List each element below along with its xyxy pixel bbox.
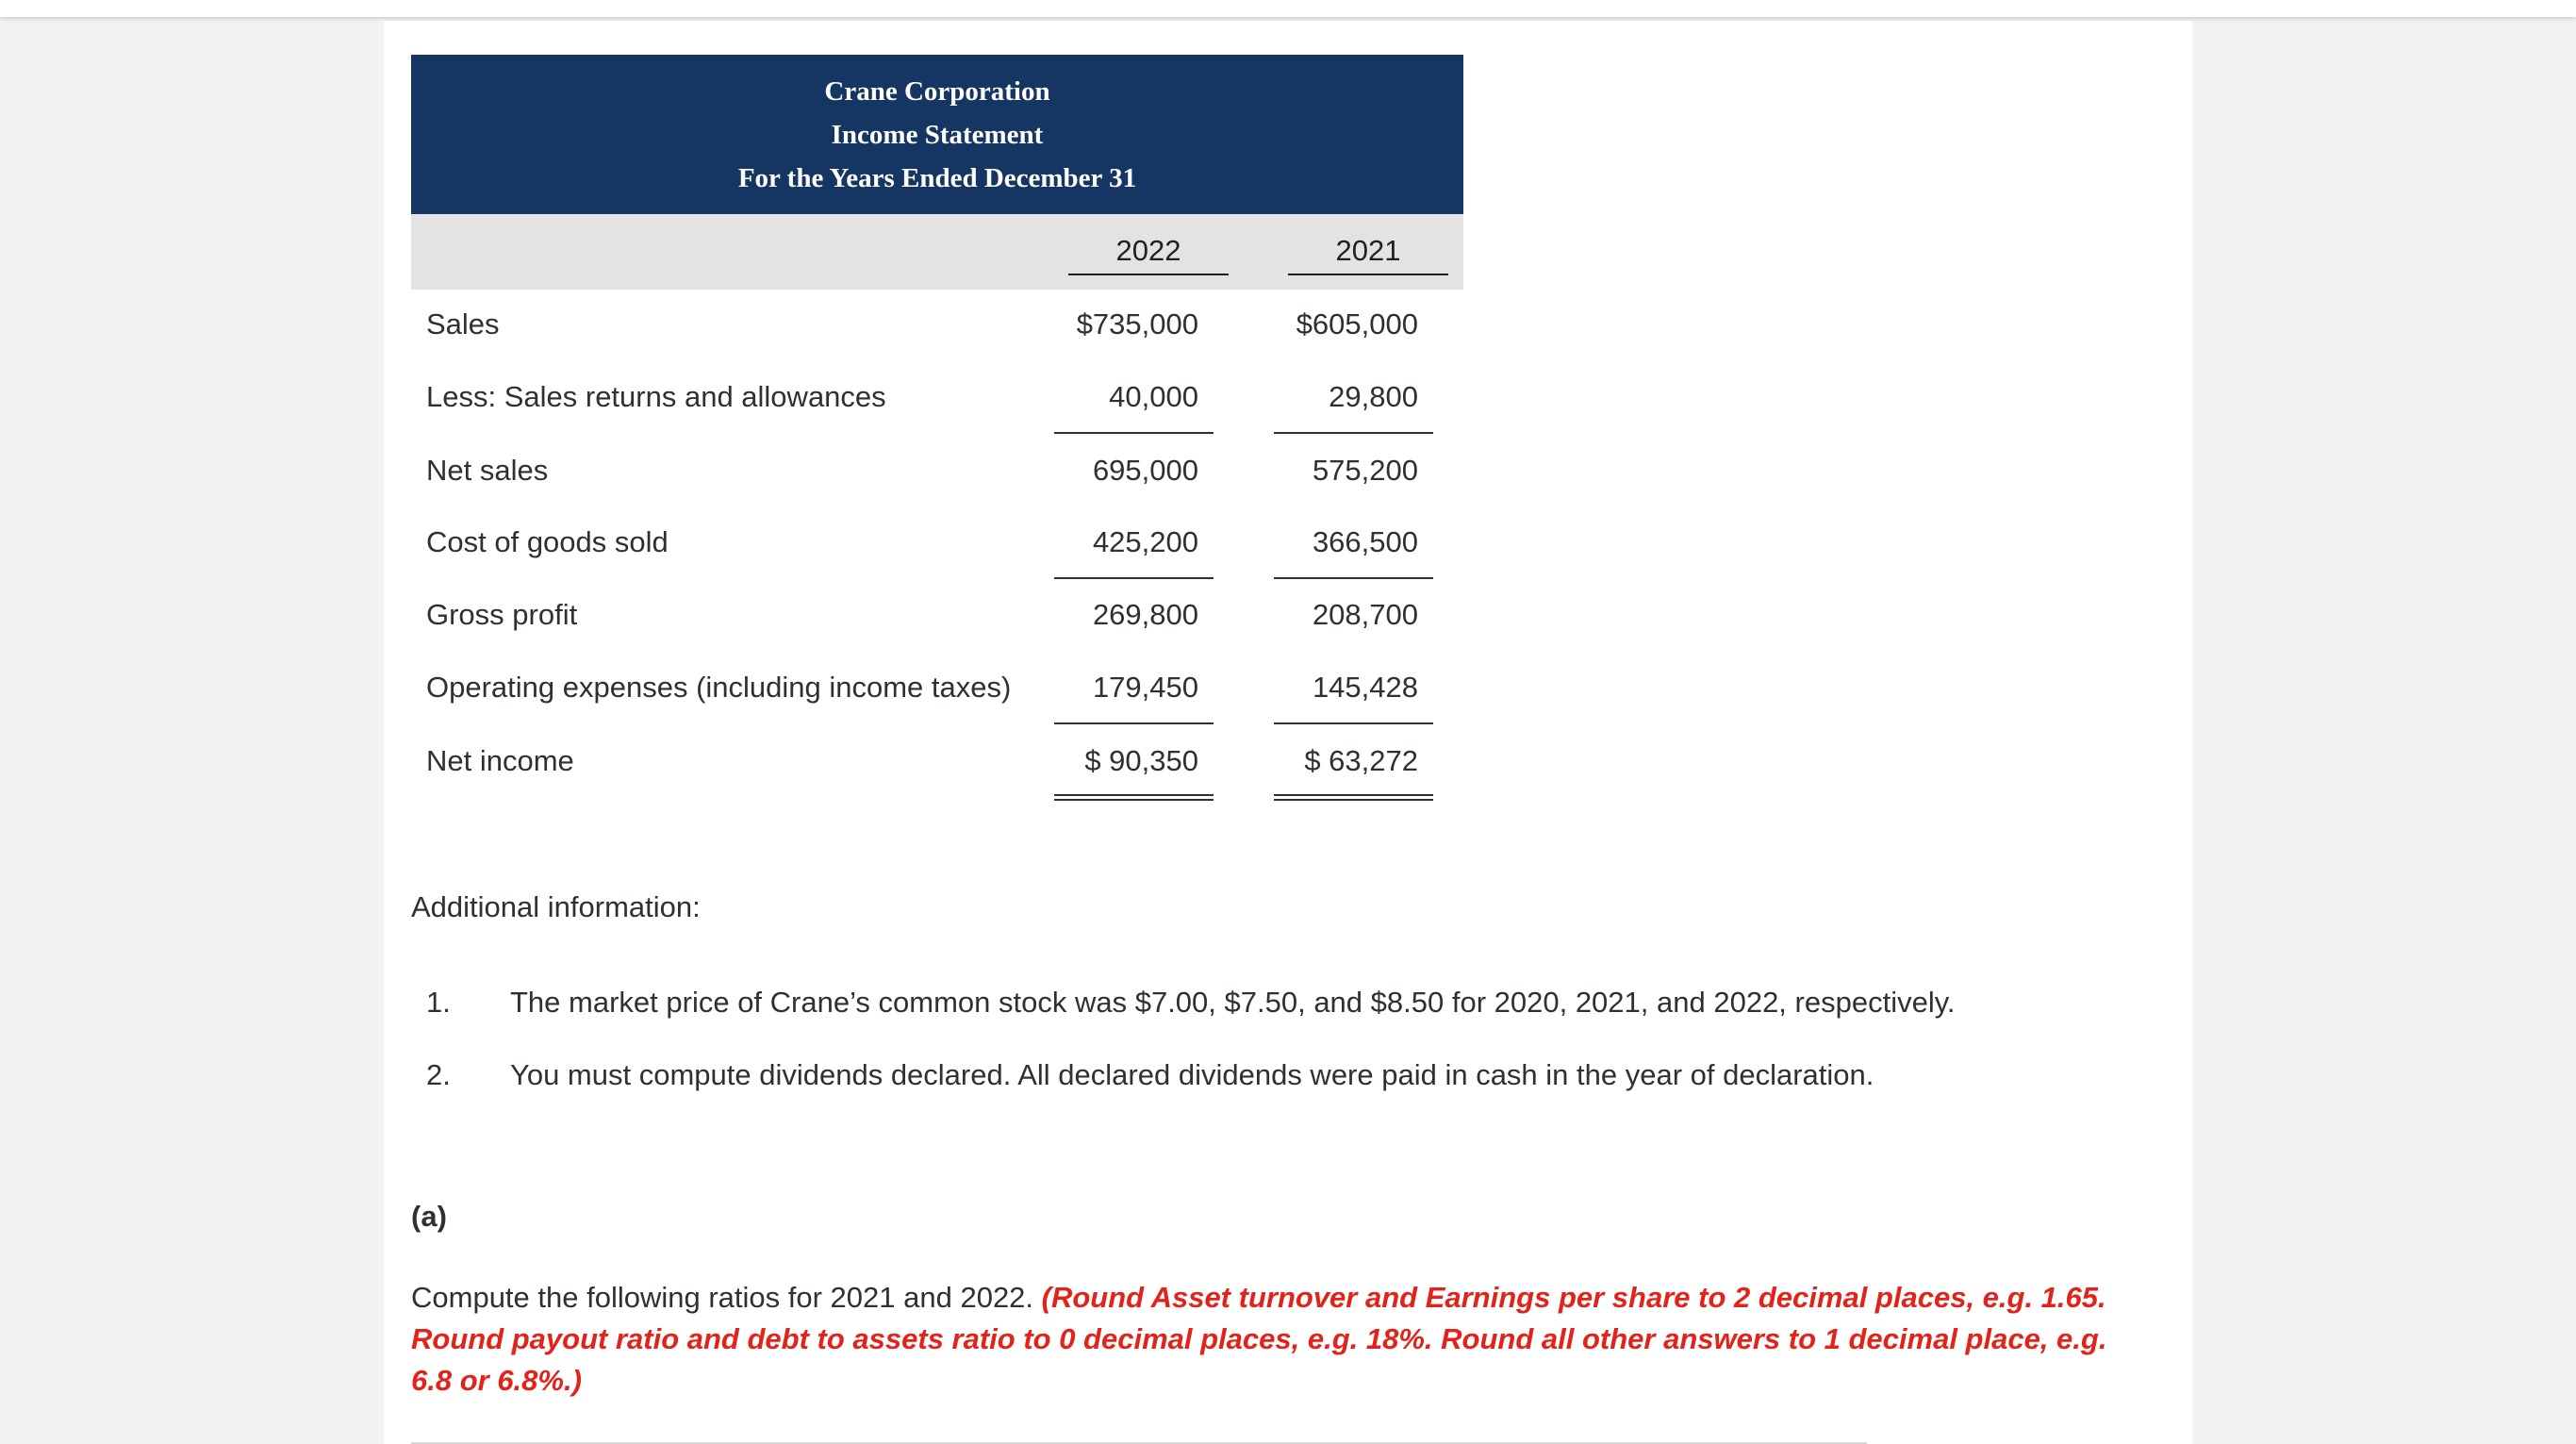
- total-double-underline: [1054, 794, 1214, 801]
- row-label-net-sales: Net sales: [426, 454, 549, 487]
- subtotal-underline: [1054, 722, 1214, 724]
- note-number: 1.: [426, 986, 451, 1019]
- row-value-2021: $605,000: [1296, 307, 1418, 340]
- row-value-2022: 40,000: [1109, 380, 1198, 413]
- additional-info-heading: Additional information:: [411, 890, 701, 923]
- statement-title: Income Statement: [831, 120, 1044, 150]
- row-label-gross-profit: Gross profit: [426, 598, 578, 631]
- top-bar: [0, 0, 2576, 17]
- note-text: The market price of Crane’s common stock was $7.00, $7.50, and $8.50 for 2020, 2021, and 2022, respectively.: [510, 986, 1956, 1019]
- question-intro: Compute the following ratios for 2021 and 2022.: [411, 1281, 1042, 1314]
- row-label-sales-returns: Less: Sales returns and allowances: [426, 380, 886, 413]
- subtotal-underline: [1274, 722, 1433, 724]
- row-value-2022: $735,000: [1076, 307, 1198, 340]
- rounding-instruction: (Round Asset turnover and Earnings per share to 2 decimal places, e.g. 1.65. Round payout ratio and debt to assets ratio to 0 decimal places, e.g. 18%. Round all other answers to 1 decimal place, e.g. 6.8 or 6.8%.): [411, 1281, 2107, 1397]
- subtotal-underline: [1054, 577, 1214, 579]
- row-value-2021: 575,200: [1312, 454, 1418, 487]
- row-value-2022: $ 90,350: [1084, 744, 1198, 777]
- row-label-sales: Sales: [426, 307, 500, 340]
- total-double-underline: [1274, 794, 1433, 801]
- row-value-2022: 425,200: [1092, 525, 1198, 558]
- row-label-net-income: Net income: [426, 744, 574, 777]
- row-label-cogs: Cost of goods sold: [426, 525, 669, 558]
- row-value-2021: 366,500: [1312, 525, 1418, 558]
- subtotal-underline: [1274, 577, 1433, 579]
- row-value-2021: 29,800: [1329, 380, 1418, 413]
- year-2022-header: 2022: [1068, 228, 1229, 275]
- row-value-2021: $ 63,272: [1304, 744, 1418, 777]
- year-2021-header: 2021: [1288, 228, 1448, 275]
- row-value-2022: 179,450: [1092, 671, 1198, 704]
- row-value-2021: 145,428: [1312, 671, 1418, 704]
- row-label-operating-expenses: Operating expenses (including income taxes): [426, 671, 1012, 704]
- row-value-2022: 269,800: [1092, 598, 1198, 631]
- question-part-label: (a): [411, 1200, 447, 1233]
- statement-period: For the Years Ended December 31: [737, 163, 1137, 193]
- row-value-2021: 208,700: [1312, 598, 1418, 631]
- row-value-2022: 695,000: [1092, 454, 1198, 487]
- company-name: Crane Corporation: [824, 76, 1050, 107]
- question-instructions: [411, 1277, 2146, 1402]
- note-text: You must compute dividends declared. All declared dividends were paid in cash in the year of declaration.: [510, 1058, 1874, 1091]
- subtotal-underline: [1274, 432, 1433, 434]
- statement-header: [411, 55, 1463, 214]
- subtotal-underline: [1054, 432, 1214, 434]
- note-number: 2.: [426, 1058, 451, 1091]
